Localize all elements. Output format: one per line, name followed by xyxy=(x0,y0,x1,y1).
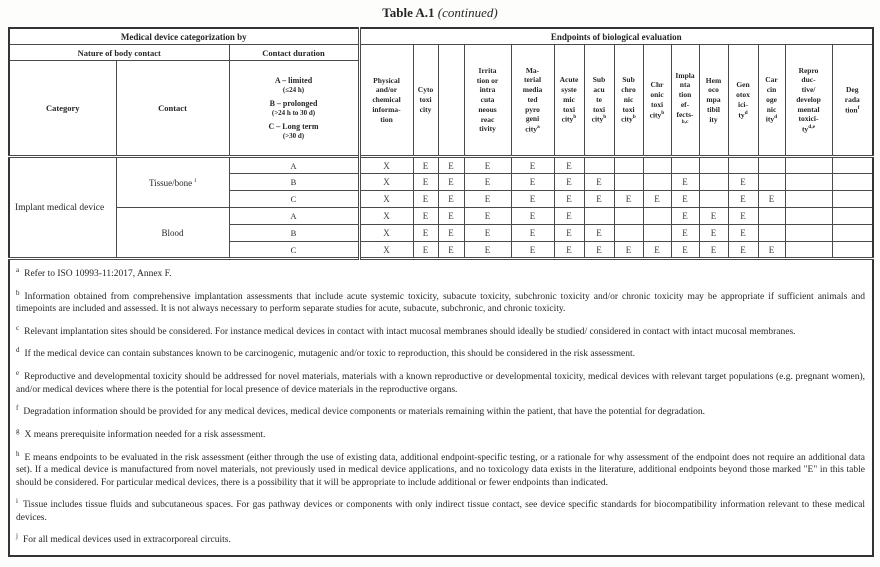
footnotes-cell xyxy=(9,259,873,557)
footnote-letter: f xyxy=(16,404,19,413)
endpoint-value-cell: E xyxy=(671,225,699,242)
endpoint-value-cell: E xyxy=(671,174,699,191)
endpoint-value-cell: E xyxy=(438,242,464,259)
duration-letter-cell: C xyxy=(229,191,359,208)
endpoint-value-cell: E xyxy=(464,174,511,191)
endpoint-value-cell xyxy=(643,174,671,191)
endpoint-value-cell xyxy=(758,174,785,191)
endpoint-value-cell: E xyxy=(464,157,511,174)
footnote-g: $^g$ X means prerequisite information needed for a risk assessment. xyxy=(16,426,266,441)
endpoint-value-cell: E xyxy=(554,174,584,191)
endpoint-value-cell: E xyxy=(438,208,464,225)
table-row xyxy=(9,157,873,174)
footnote-letter: c xyxy=(16,323,20,332)
category-cell: Implant medical device xyxy=(9,157,116,259)
endpoint-value-cell xyxy=(643,225,671,242)
endpoint-header-cytotoxicity: Cyto toxi city xyxy=(413,45,438,157)
endpoint-value-cell xyxy=(699,191,728,208)
endpoint-value-cell xyxy=(785,208,832,225)
footnote-letter: g xyxy=(16,426,20,435)
endpoint-value-cell: E xyxy=(584,242,614,259)
contact-duration-options xyxy=(229,61,359,157)
endpoint-value-cell: E xyxy=(554,157,584,174)
endpoint-value-cell: E xyxy=(511,174,554,191)
category-column-header: Category xyxy=(9,61,116,157)
endpoint-value-cell: E xyxy=(614,191,643,208)
categorization-by-header: Medical device categorization by xyxy=(9,28,359,45)
endpoint-value-cell: E xyxy=(464,225,511,242)
endpoint-header-degradation: Deg rada tion$^f$ xyxy=(832,45,873,157)
endpoint-value-cell xyxy=(728,157,758,174)
endpoint-value-cell xyxy=(832,157,873,174)
endpoint-value-cell: E xyxy=(728,191,758,208)
endpoint-header-irritation-intracutaneous-reactivity: Irrita tion or intra cuta neous reac tivity xyxy=(464,45,511,157)
duration-letter-cell: A xyxy=(229,157,359,174)
endpoint-value-cell xyxy=(614,174,643,191)
endpoint-value-cell: E xyxy=(438,157,464,174)
contact-duration-header: Contact duration xyxy=(229,45,359,61)
footnote-letter: j xyxy=(16,532,18,541)
endpoint-value-cell: E xyxy=(699,208,728,225)
duration-range: (>24 h to 30 d) xyxy=(271,108,316,117)
endpoint-value-cell: X xyxy=(359,157,413,174)
duration-code: A – limited xyxy=(274,76,313,86)
footnote-letter: e xyxy=(16,369,20,378)
endpoint-header-acute-systemic-toxicity: Acute syste mic toxi city$^b$ xyxy=(554,45,584,157)
endpoint-value-cell: E xyxy=(758,191,785,208)
contact-cell-tissue-bone: Tissue/bone $^i$ xyxy=(116,157,229,208)
endpoint-value-cell: E xyxy=(413,174,438,191)
endpoint-value-cell: E xyxy=(699,242,728,259)
duration-letter-cell: B xyxy=(229,225,359,242)
endpoint-value-cell xyxy=(584,157,614,174)
endpoint-value-cell xyxy=(832,242,873,259)
duration-letter-cell: A xyxy=(229,208,359,225)
endpoint-value-cell: E xyxy=(413,225,438,242)
table-title-number: Table A.1 xyxy=(382,5,435,20)
endpoint-value-cell xyxy=(643,208,671,225)
endpoint-value-cell: E xyxy=(643,242,671,259)
endpoint-value-cell xyxy=(758,208,785,225)
endpoint-value-cell: E xyxy=(584,191,614,208)
endpoint-value-cell xyxy=(614,225,643,242)
endpoint-value-cell: E xyxy=(728,225,758,242)
endpoint-value-cell: E xyxy=(511,191,554,208)
endpoint-value-cell: X xyxy=(359,242,413,259)
endpoint-value-cell xyxy=(614,208,643,225)
footnote-letter: d xyxy=(16,346,20,355)
endpoint-value-cell xyxy=(785,242,832,259)
endpoint-value-cell: E xyxy=(511,157,554,174)
endpoint-value-cell: E xyxy=(511,242,554,259)
endpoint-value-cell xyxy=(671,157,699,174)
footnote-letter: h xyxy=(16,449,20,458)
endpoint-header-sensitization xyxy=(438,45,464,157)
endpoint-value-cell: E xyxy=(511,225,554,242)
endpoint-value-cell xyxy=(832,191,873,208)
endpoint-value-cell: E xyxy=(413,242,438,259)
endpoint-header-physical-chemical-information: Physical and/or chemical informa- tion xyxy=(359,45,413,157)
duration-code: C – Long term xyxy=(268,121,319,131)
contact-column-header: Contact xyxy=(116,61,229,157)
footnote-letter: i xyxy=(16,497,18,506)
endpoint-value-cell: E xyxy=(413,157,438,174)
endpoint-header-subacute-toxicity: Sub acu te toxi city$^b$ xyxy=(584,45,614,157)
endpoint-value-cell: E xyxy=(643,191,671,208)
endpoint-value-cell: E xyxy=(758,242,785,259)
endpoint-value-cell: E xyxy=(554,191,584,208)
endpoint-value-cell: E xyxy=(438,191,464,208)
duration-range: (≤24 h) xyxy=(282,85,305,94)
footnote-j: $^j$ For all medical devices used in extracorporeal circuits. xyxy=(16,532,231,546)
endpoint-header-reproductive-developmental-toxicity: Repro duc- tive/ develop mental toxici- ty$^{d,e}$ xyxy=(785,45,832,157)
contact-cell-blood: Blood xyxy=(116,208,229,259)
endpoint-value-cell xyxy=(785,191,832,208)
footnote-h: $^h$ E means endpoints to be evaluated in the risk assessment (either through the use of existing data, additional endpoint-specific testing, or a rationale for why assessment of the endpoint does not require an additional data set). If a medical device is manufactured from novel materials, not previously used in medical device applications, and no toxicology data exists in the literature, additional endpoints beyond those marked "E" in this table should be considered. For particular medical devices, there is a possibility that it will be appropriate to include additional or fewer endpoints than indicated. xyxy=(16,449,865,488)
footnote-letter: a xyxy=(16,266,20,274)
footnote-f: $^f$ Degradation information should be provided for any medical devices, medical device components or materials remaining within the patient, that have the potential for degradation. xyxy=(16,404,706,418)
endpoint-value-cell: E xyxy=(511,208,554,225)
endpoint-value-cell: E xyxy=(584,174,614,191)
duration-letter-cell: C xyxy=(229,242,359,259)
footnote-i: $^i$ Tissue includes tissue fluids and subcutaneous spaces. For gas pathway devices or components with only indirect tissue contact, see device specific standards for biocompatibility information relevant to these medical devices. xyxy=(16,497,865,523)
table-title xyxy=(0,0,880,27)
nature-of-body-contact-header: Nature of body contact xyxy=(9,45,229,61)
endpoint-value-cell xyxy=(758,225,785,242)
endpoint-value-cell: E xyxy=(554,208,584,225)
endpoint-value-cell: E xyxy=(438,174,464,191)
endpoint-value-cell: X xyxy=(359,174,413,191)
endpoint-value-cell: X xyxy=(359,208,413,225)
endpoint-header-genotoxicity: Gen otox ici- $ty^d$ xyxy=(728,45,758,157)
endpoint-value-cell: E xyxy=(464,242,511,259)
duration-range: (>30 d) xyxy=(282,131,305,140)
endpoint-header-implantation-effects: Impla nta tion ef- fects- $^{b,c}$ xyxy=(671,45,699,157)
table-row xyxy=(9,208,873,225)
endpoint-value-cell: E xyxy=(464,191,511,208)
endpoint-value-cell xyxy=(785,174,832,191)
endpoint-value-cell: E xyxy=(554,242,584,259)
endpoints-banner: Endpoints of biological evaluation xyxy=(359,28,873,45)
endpoint-value-cell xyxy=(699,157,728,174)
duration-letter-cell: B xyxy=(229,174,359,191)
endpoint-value-cell xyxy=(584,208,614,225)
endpoint-value-cell xyxy=(699,174,728,191)
biological-evaluation-table xyxy=(8,27,874,557)
footnote-d: $^d$ If the medical device can contain substances known to be carcinogenic, mutagenic and/or toxic to reproduction, this should be considered in the risk assessment. xyxy=(16,346,635,360)
endpoint-header-subchronic-toxicity: Sub chro nic toxi city$^b$ xyxy=(614,45,643,157)
endpoint-value-cell xyxy=(785,157,832,174)
endpoint-value-cell xyxy=(643,157,671,174)
endpoint-header-chronic-toxicity: Chr onic toxi city$^b$ xyxy=(643,45,671,157)
footnote-c: $^c$ Relevant implantation sites should be considered. For instance medical devices in contact with intact mucosal membranes should ideally be studied/ considered in contact with intact mucosal membranes. xyxy=(16,323,796,337)
endpoint-value-cell: E xyxy=(671,208,699,225)
endpoint-value-cell: E xyxy=(464,208,511,225)
table-a1 xyxy=(0,27,880,557)
endpoint-value-cell: E xyxy=(699,225,728,242)
footnote-a: $^a$ Refer to ISO 10993-11:2017, Annex F. xyxy=(16,266,172,280)
endpoint-value-cell: E xyxy=(413,208,438,225)
endpoint-value-cell: E xyxy=(728,242,758,259)
duration-code: B – prolonged xyxy=(269,99,318,108)
endpoint-value-cell xyxy=(614,157,643,174)
endpoint-value-cell xyxy=(832,225,873,242)
duration-option xyxy=(230,99,358,117)
footnote-b: $^b$ Information obtained from comprehensive implantation assessments that include acute systemic toxicity, subacute toxicity, subchronic toxicity and/or chronic toxicity may be appropriate if sufficient animals and timepoints are included and assessed. It is not always necessary to perform separate studies for acute, subacute, subchronic, and chronic toxicity. xyxy=(16,288,865,315)
endpoint-value-cell xyxy=(832,208,873,225)
endpoint-header-hemocompatibility: Hem oco mpa tibil ity xyxy=(699,45,728,157)
endpoint-value-cell xyxy=(758,157,785,174)
endpoint-header-material-mediated-pyrogenicity: Ma- terial media ted pyro geni city$^a$ xyxy=(511,45,554,157)
duration-option xyxy=(230,122,358,140)
endpoint-header-carcinogenicity: Car cin oge nic ity$^d$ xyxy=(758,45,785,157)
endpoint-value-cell: E xyxy=(728,174,758,191)
footnote-letter: b xyxy=(16,288,20,297)
endpoint-value-cell: E xyxy=(413,191,438,208)
endpoint-value-cell: E xyxy=(584,225,614,242)
endpoint-value-cell: E xyxy=(554,225,584,242)
endpoint-value-cell: E xyxy=(671,242,699,259)
duration-option xyxy=(230,76,358,94)
footnote-e: $^e$ Reproductive and developmental toxicity should be addressed for novel materials, materials with a known reproductive or developmental toxicity, medical devices with relevant target populations (e.g. pregnant women), and/or medical devices where there is the potential for local presence of device materials in the reproductive organs. xyxy=(16,369,865,395)
endpoint-value-cell: X xyxy=(359,225,413,242)
endpoint-value-cell xyxy=(785,225,832,242)
table-title-continued: (continued) xyxy=(437,5,498,20)
endpoint-value-cell: E xyxy=(728,208,758,225)
endpoint-value-cell: E xyxy=(438,225,464,242)
endpoint-value-cell: X xyxy=(359,191,413,208)
endpoint-value-cell: E xyxy=(614,242,643,259)
endpoint-value-cell: E xyxy=(671,191,699,208)
endpoint-value-cell xyxy=(832,174,873,191)
